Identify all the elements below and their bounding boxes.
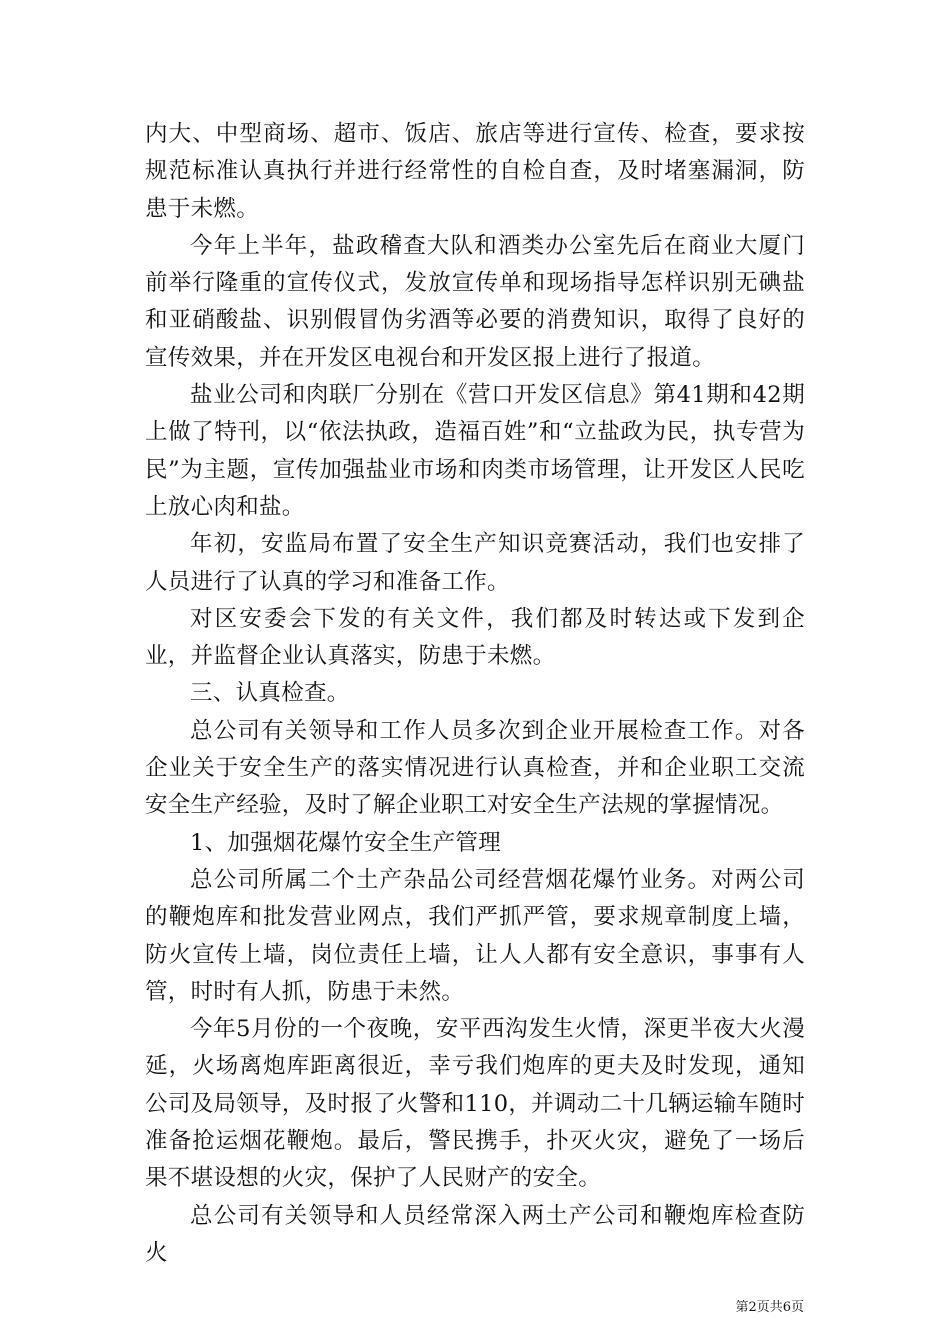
document-body (145, 116, 805, 1272)
page-number-label: 第2页共6页 (735, 1300, 804, 1315)
paragraph: 总公司所属二个土产杂品公司经营烟花爆竹业务。对两公司的鞭炮库和批发营业网点，我们严抓严管，要求规章制度上墙，防火宣传上墙，岗位责任上墙，让人人都有安全意识，事事有人管，时时有人抓，防患于未然。 (145, 866, 805, 1005)
subsection-heading: 1、加强烟花爆竹安全生产管理 (190, 829, 502, 856)
paragraph: 盐业公司和肉联厂分别在《营口开发区信息》第41期和42期上做了特刊，以“依法执政，造福百姓”和“立盐政为民，执专营为民”为主题，宣传加强盐业市场和肉类市场管理，让开发区人民吃上放心肉和盐。 (145, 382, 805, 520)
paragraph: 今年上半年，盐政稽查大队和酒类办公室先后在商业大厦门前举行隆重的宣传仪式，发放宣传单和现场指导怎样识别无碘盐和亚硝酸盐、识别假冒伪劣酒等必要的消费知识，取得了良好的宣传效果，并在开发区电视台和开发区报上进行了报道。 (145, 232, 805, 371)
paragraph: 年初，安监局布置了安全生产知识竞赛活动，我们也安排了人员进行了认真的学习和准备工作。 (145, 531, 805, 595)
paragraph: 总公司有关领导和人员经常深入两土产公司和鞭炮库检查防火 (145, 1202, 805, 1266)
paragraph: 今年5月份的一个夜晚，安平西沟发生火情，深更半夜大火漫延，火场离炮库距离很近，幸亏我们炮库的更夫及时发现，通知公司及局领导，及时报了火警和110，并调动二十几辆运输车随时准备抢运烟花鞭炮。最后，警民携手，扑灭火灾，避免了一场后果不堪设想的火灾，保护了人民财产的安全。 (145, 1016, 805, 1192)
page-footer (735, 1300, 804, 1316)
section-heading: 三、认真检查。 (190, 680, 350, 707)
paragraph: 总公司有关领导和工作人员多次到企业开展检查工作。对各企业关于安全生产的落实情况进行认真检查，并和企业职工交流安全生产经验，及时了解企业职工对安全生产法规的掌握情况。 (145, 717, 805, 819)
paragraph: 内大、中型商场、超市、饭店、旅店等进行宣传、检查，要求按规范标准认真执行并进行经常性的自检自查，及时堵塞漏洞，防患于未燃。 (145, 121, 805, 222)
paragraph: 对区安委会下发的有关文件，我们都及时转达或下发到企业，并监督企业认真落实，防患于未燃。 (145, 605, 805, 670)
